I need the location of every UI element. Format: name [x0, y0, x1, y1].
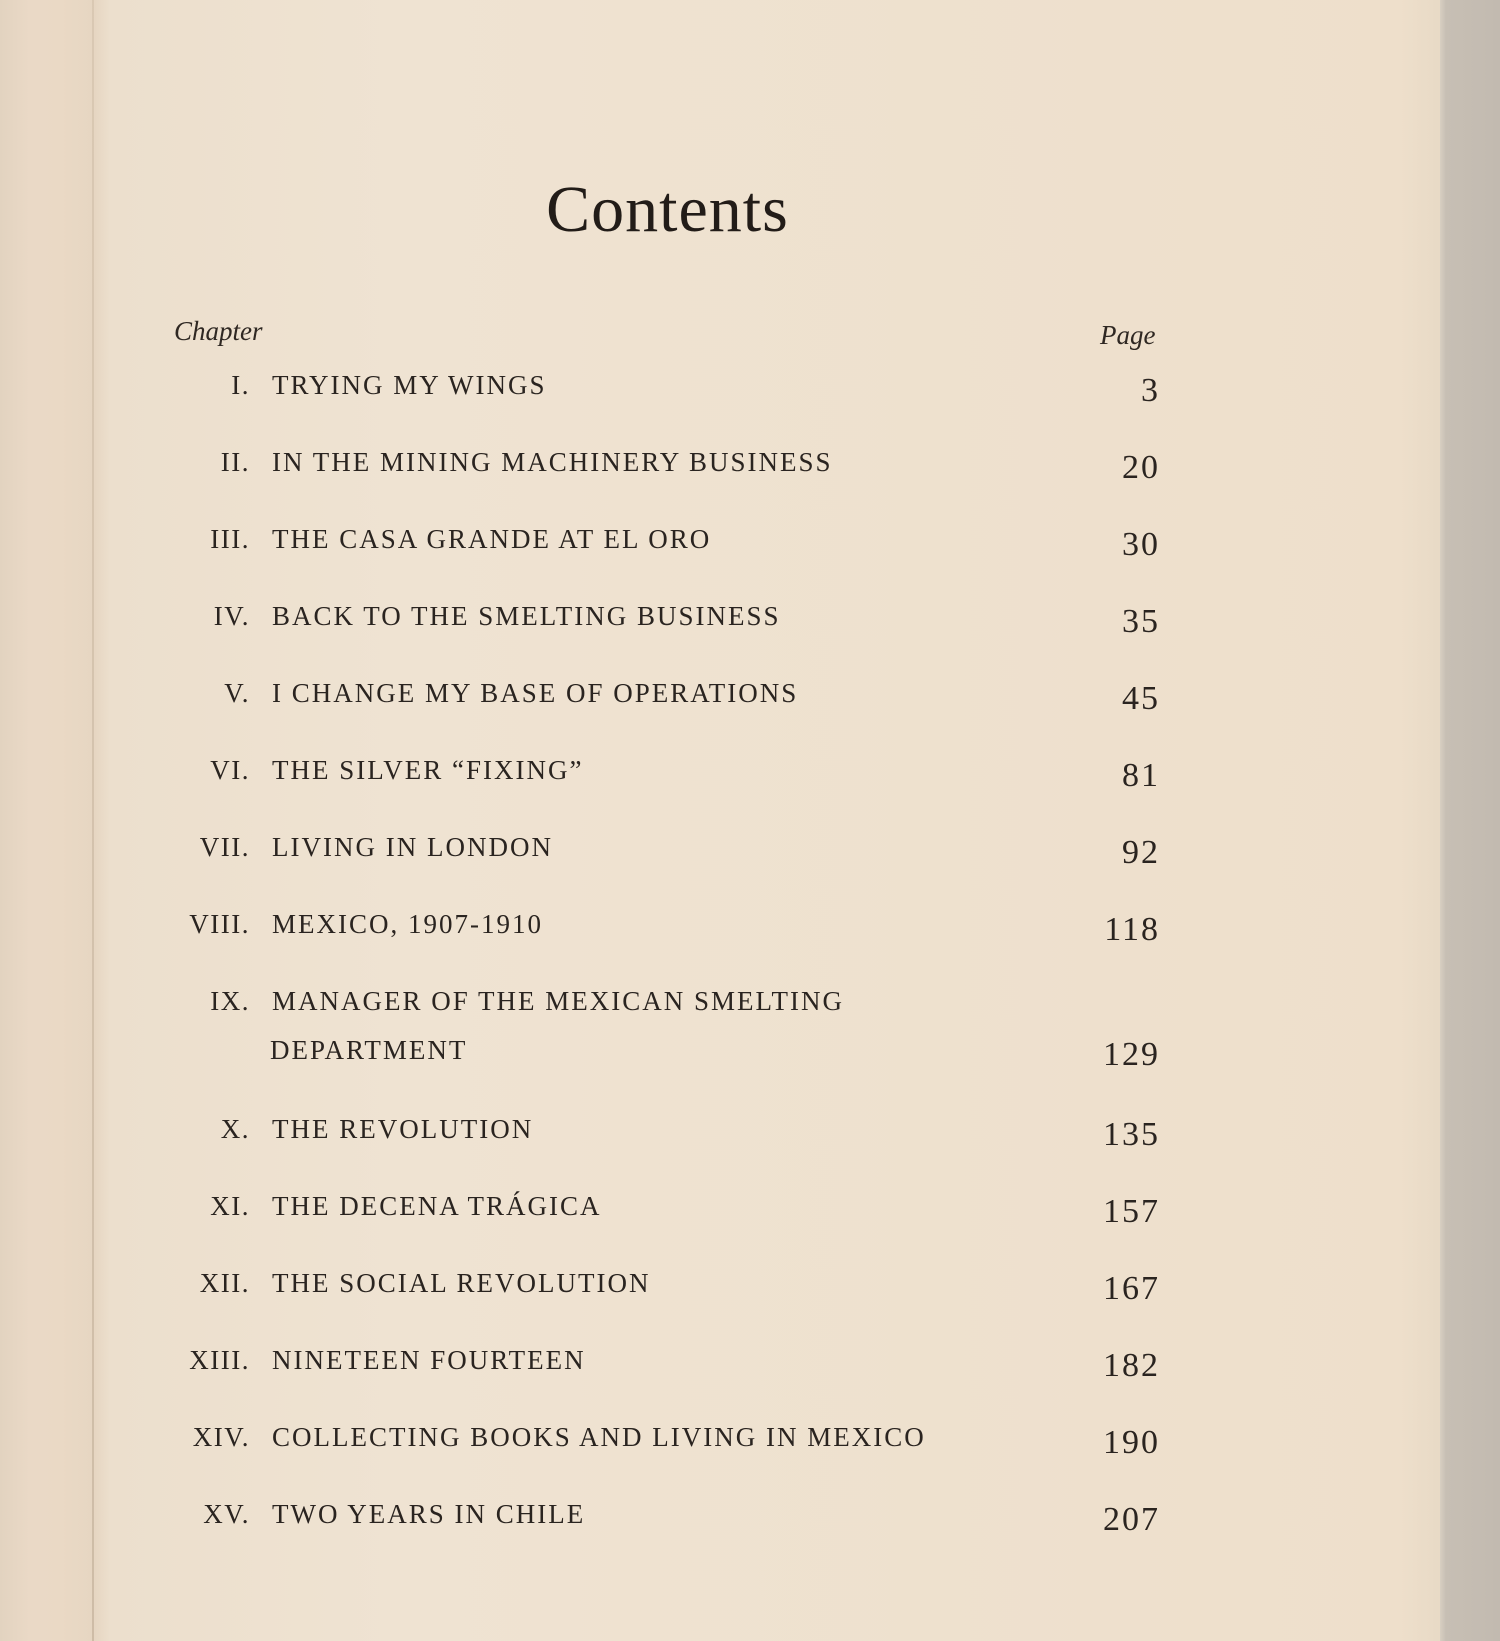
toc-entry — [0, 1191, 1440, 1231]
chapter-number: XV. — [203, 1499, 250, 1529]
chapter-number: VII. — [199, 832, 250, 862]
page-number: 30 — [1122, 526, 1160, 563]
page-number: 135 — [1103, 1116, 1160, 1153]
toc-entry — [0, 447, 1440, 487]
chapter-title: MANAGER OF THE MEXICAN SMELTING — [272, 986, 845, 1016]
chapter-title: TRYING MY WINGS — [272, 370, 547, 400]
toc-entry — [0, 524, 1440, 564]
chapter-title: MEXICO, 1907-1910 — [272, 909, 543, 939]
chapter-number: XIV. — [192, 1422, 250, 1452]
chapter-number: IX. — [210, 986, 250, 1016]
chapter-title: BACK TO THE SMELTING BUSINESS — [272, 601, 781, 631]
chapter-title: IN THE MINING MACHINERY BUSINESS — [272, 447, 833, 477]
page-column-label: Page — [1100, 320, 1156, 350]
toc-entry — [0, 370, 1440, 410]
page-number: 118 — [1104, 911, 1160, 948]
page-number: 92 — [1122, 834, 1160, 871]
page-number: 167 — [1103, 1270, 1160, 1307]
chapter-title-continued: DEPARTMENT — [270, 1035, 468, 1065]
chapter-number: III. — [210, 524, 250, 554]
chapter-title: THE SOCIAL REVOLUTION — [272, 1268, 651, 1298]
page-number: 207 — [1103, 1501, 1160, 1538]
page-number: 157 — [1103, 1193, 1160, 1230]
page-number: 190 — [1103, 1424, 1160, 1461]
chapter-number: VIII. — [189, 909, 250, 939]
chapter-number: V. — [224, 678, 250, 708]
chapter-title: I CHANGE MY BASE OF OPERATIONS — [272, 678, 799, 708]
chapter-title: THE REVOLUTION — [272, 1114, 534, 1144]
toc-entry — [0, 1268, 1440, 1308]
chapter-title: LIVING IN LONDON — [272, 832, 553, 862]
chapter-number: XII. — [199, 1268, 250, 1298]
toc-entry — [0, 755, 1440, 795]
toc-entry — [0, 909, 1440, 949]
toc-entry — [0, 678, 1440, 718]
chapter-title: THE DECENA TRÁGICA — [272, 1191, 602, 1221]
chapter-number: XIII. — [189, 1345, 250, 1375]
toc-entry — [0, 601, 1440, 641]
chapter-title: TWO YEARS IN CHILE — [272, 1499, 586, 1529]
toc-entry — [0, 1114, 1440, 1154]
chapter-number: I. — [231, 370, 250, 400]
chapter-title: COLLECTING BOOKS AND LIVING IN MEXICO — [272, 1422, 926, 1452]
chapter-title: NINETEEN FOURTEEN — [272, 1345, 586, 1375]
toc-entry — [0, 832, 1440, 872]
page-number: 129 — [1103, 1036, 1160, 1073]
chapter-number: IV. — [213, 601, 250, 631]
page-number: 20 — [1122, 449, 1160, 486]
toc-entry — [0, 1345, 1440, 1385]
page-number: 81 — [1122, 757, 1160, 794]
page-title: Contents — [546, 173, 789, 246]
chapter-title: THE CASA GRANDE AT EL ORO — [272, 524, 712, 554]
chapter-column-label: Chapter — [174, 316, 263, 346]
chapter-number: VI. — [210, 755, 250, 785]
toc-entry — [0, 1499, 1440, 1539]
chapter-number: II. — [220, 447, 250, 477]
page-number: 35 — [1122, 603, 1160, 640]
page-edge-background — [1440, 0, 1500, 1641]
page-number: 3 — [1141, 372, 1160, 409]
chapter-number: XI. — [210, 1191, 250, 1221]
toc-entry — [0, 1422, 1440, 1462]
chapter-number: X. — [220, 1114, 250, 1144]
page-number: 182 — [1103, 1347, 1160, 1384]
chapter-title: THE SILVER “FIXING” — [272, 755, 584, 785]
page-number: 45 — [1122, 680, 1160, 717]
toc-entry — [0, 986, 1440, 1076]
